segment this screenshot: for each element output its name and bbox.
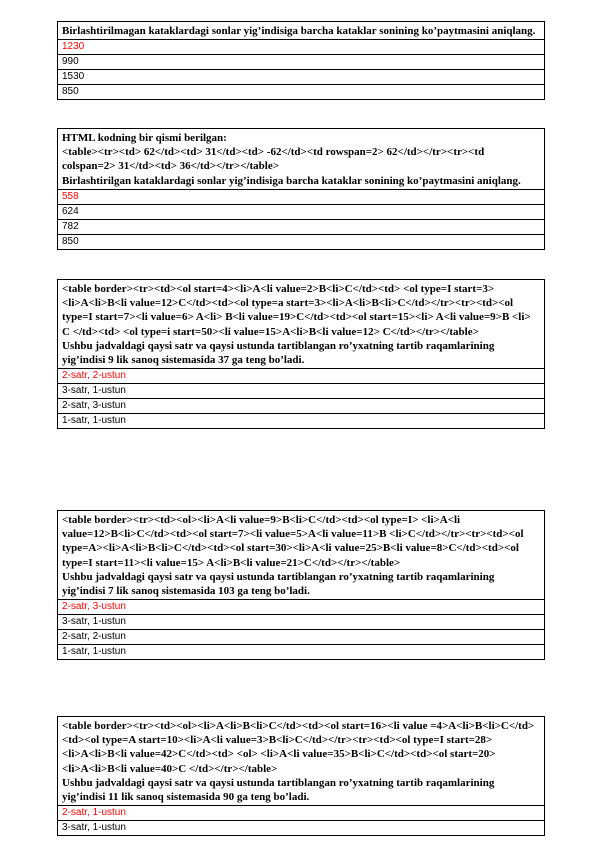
question-5-table <box>57 716 545 836</box>
question-2-option-1[interactable]: 558 <box>58 189 545 204</box>
question-4-option-3[interactable]: 2-satr, 2-ustun <box>58 630 545 645</box>
question-1-text: Birlashtirilmagan kataklardagi sonlar yig’indisiga barcha kataklar sonining ko’paytmasini aniqlang. <box>58 22 545 40</box>
question-5-option-1[interactable]: 2-satr, 1-ustun <box>58 806 545 821</box>
question-3-text <box>58 280 545 369</box>
question-5-text <box>58 717 545 806</box>
question-3-option-3[interactable]: 2-satr, 3-ustun <box>58 399 545 414</box>
question-4-option-4[interactable]: 1-satr, 1-ustun <box>58 645 545 660</box>
question-4-text-content: <table border><tr><td><ol><li>A<li value=9>B<li>C</td><td><ol type=I> <li>A<li value=12>B<li>C</td><td><ol start=7><li value=5>A<li value=11>B <li>C</td></tr><tr><td><ol type=A><li>A<li>B<li>C</td><td><ol start=30><li>A<li value=25>B<li value=8>C</td><td><ol type=I start=11><li value=15> A<li>B<li value=21>C</td></tr></table> Ushbu jadvaldagi qaysi satr va qaysi ustunda tartiblangan ro’yxatning tartib raqamlarining yig’indisi 7 lik sanoq sistemasida 103 ga teng bo’ladi. <box>62 514 524 598</box>
question-2-text <box>58 129 545 190</box>
question-2-table <box>57 128 545 250</box>
question-4-option-2[interactable]: 3-satr, 1-ustun <box>58 615 545 630</box>
question-3-option-1[interactable]: 2-satr, 2-ustun <box>58 369 545 384</box>
question-3-option-4[interactable]: 1-satr, 1-ustun <box>58 414 545 429</box>
question-3-option-2[interactable]: 3-satr, 1-ustun <box>58 384 545 399</box>
question-1-option-2[interactable]: 990 <box>58 55 545 70</box>
question-2-option-3[interactable]: 782 <box>58 219 545 234</box>
question-4-option-1[interactable]: 2-satr, 3-ustun <box>58 600 545 615</box>
question-1-option-4[interactable]: 850 <box>58 85 545 100</box>
question-4-text <box>58 511 545 600</box>
question-1-option-1[interactable]: 1230 <box>58 40 545 55</box>
question-3-table <box>57 279 545 429</box>
question-2-option-2[interactable]: 624 <box>58 204 545 219</box>
question-2-text-content: HTML kodning bir qismi berilgan: <table><tr><td> 62</td><td> 31</td><td> -62</td><td rowspan=2> 62</td></tr><tr><td colspan=2> 31</td><td> 36</td></tr></table> Birlashtirilgan kataklardagi sonlar yig’indisiga barcha kataklar sonining ko’paytmasini aniqlang. <box>62 132 521 187</box>
question-4-table <box>57 510 545 660</box>
question-1-option-3[interactable]: 1530 <box>58 70 545 85</box>
question-5-text-content: <table border><tr><td><ol><li>A<li>B<li>C</td><td><ol start=16><li value =4>A<li>B<li>C</td><td><ol type=A start=10><li>A<li value=3>B<li>C</td></tr><tr><td><ol type=I start=28><li>A<li>B<li value=42>C</td><td> <ol> <li>A<li value=35>B<li>C</td><td><ol start=20><li>A<li>B<li value=40>C </td></tr></table> Ushbu jadvaldagi qaysi satr va qaysi ustunda tartiblangan ro’yxatning tartib raqamlarining yig’indisi 11 lik sanoq sistemasida 90 ga teng bo’ladi. <box>62 720 535 804</box>
question-3-text-content: <table border><tr><td><ol start=4><li>A<li value=2>B<li>C</td><td> <ol type=I start=3><li>A<li>B<li value=12>C</td><td><ol type=a start=3><li>A<li>B<li>C</td></tr><tr><td><ol type=I start=7><li value=6> A<li> B<li value=19>C</td><td><ol start=15><li> A<li value=9>B <li> C </td><td> <ol type=i start=50><li value=15>A<li>B<li value=12> C</td></tr></table> Ushbu jadvaldagi qaysi satr va qaysi ustunda tartiblangan ro’yxatning tartib raqamlarining yig’indisi 9 lik sanoq sistemasida 37 ga teng bo’ladi. <box>62 283 531 367</box>
question-1-table <box>57 21 545 100</box>
question-2-option-4[interactable]: 850 <box>58 234 545 249</box>
question-5-option-2[interactable]: 3-satr, 1-ustun <box>58 821 545 836</box>
